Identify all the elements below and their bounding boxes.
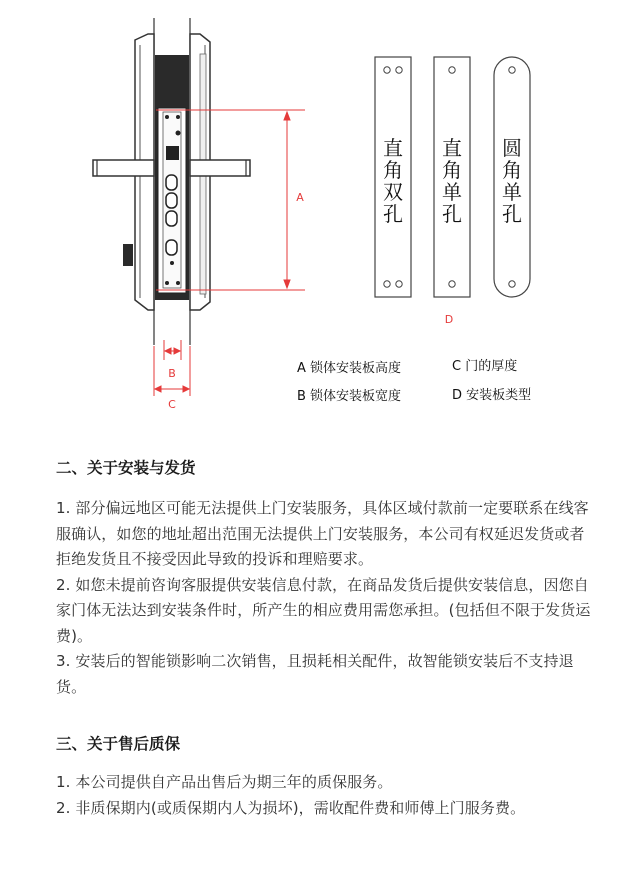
- section-body: [56, 496, 596, 700]
- dimension-b: [164, 340, 181, 360]
- plate-label-char: 直: [442, 136, 462, 160]
- paragraph: 3. 安装后的智能锁影响二次销售，且损耗相关配件，故智能锁安装后不支持退货。: [56, 652, 574, 696]
- plate-label-char: 孔: [442, 202, 462, 226]
- plate-label-char: 圆: [502, 136, 522, 160]
- inner-handle: [190, 160, 250, 176]
- plate-label-char: 孔: [502, 202, 522, 226]
- plate-round-single-hole: [494, 57, 530, 297]
- plate-label-char: 单: [442, 180, 462, 204]
- dim-label-b: B: [168, 367, 176, 380]
- legend-item-b: B 锁体安装板宽度: [297, 389, 402, 404]
- lock-body: [123, 55, 189, 300]
- section-installation-shipping: [56, 456, 596, 696]
- plate-label-char: 角: [383, 158, 403, 182]
- section-title: 二、关于安装与发货: [56, 459, 196, 477]
- plate-label-char: 直: [383, 136, 403, 160]
- dim-label-a: A: [296, 191, 304, 204]
- paragraph: 2. 非质保期内(或质保期内人为损坏)，需收配件费和师傅上门服务费。: [56, 798, 526, 817]
- legend-item-a: A 锁体安装板高度: [297, 361, 402, 376]
- plate-label-char: 孔: [383, 202, 403, 226]
- paragraph: 1. 本公司提供自产品出售后为期三年的质保服务。: [56, 773, 393, 791]
- legend-item-c: C 门的厚度: [452, 359, 518, 374]
- paragraph: 1. 部分偏远地区可能无法提供上门安装服务，具体区域付款前一定要联系在线客服确认，如您的地址超出范围无法提供上门安装服务，本公司有权延迟发货或者拒绝发货且不接受因此导致的投诉和理赔要求。: [56, 499, 589, 568]
- section-after-sales-warranty: [56, 732, 596, 817]
- plate-label-char: 角: [502, 158, 522, 182]
- paragraph: 2. 如您未提前咨询客服提供安装信息付款，在商品发货后提供安装信息，因您自家门体无法达到安装条件时，所产生的相应费用需您承担。(包括但不限于发货运费)。: [56, 575, 591, 645]
- plate-double-hole: [375, 57, 411, 297]
- legend-item-d: D 安装板类型: [452, 388, 532, 403]
- plate-square-single-hole: [434, 57, 470, 297]
- plate-label-char: 单: [502, 180, 522, 204]
- dim-label-d: D: [444, 313, 454, 326]
- plate-label-char: 双: [383, 180, 403, 204]
- lock-install-diagram: [0, 0, 640, 430]
- plate-label-char: 角: [442, 158, 462, 182]
- outer-handle: [93, 160, 154, 176]
- section-title: 三、关于售后质保: [56, 735, 181, 753]
- dim-label-c: C: [168, 398, 176, 411]
- section-body: [56, 770, 596, 821]
